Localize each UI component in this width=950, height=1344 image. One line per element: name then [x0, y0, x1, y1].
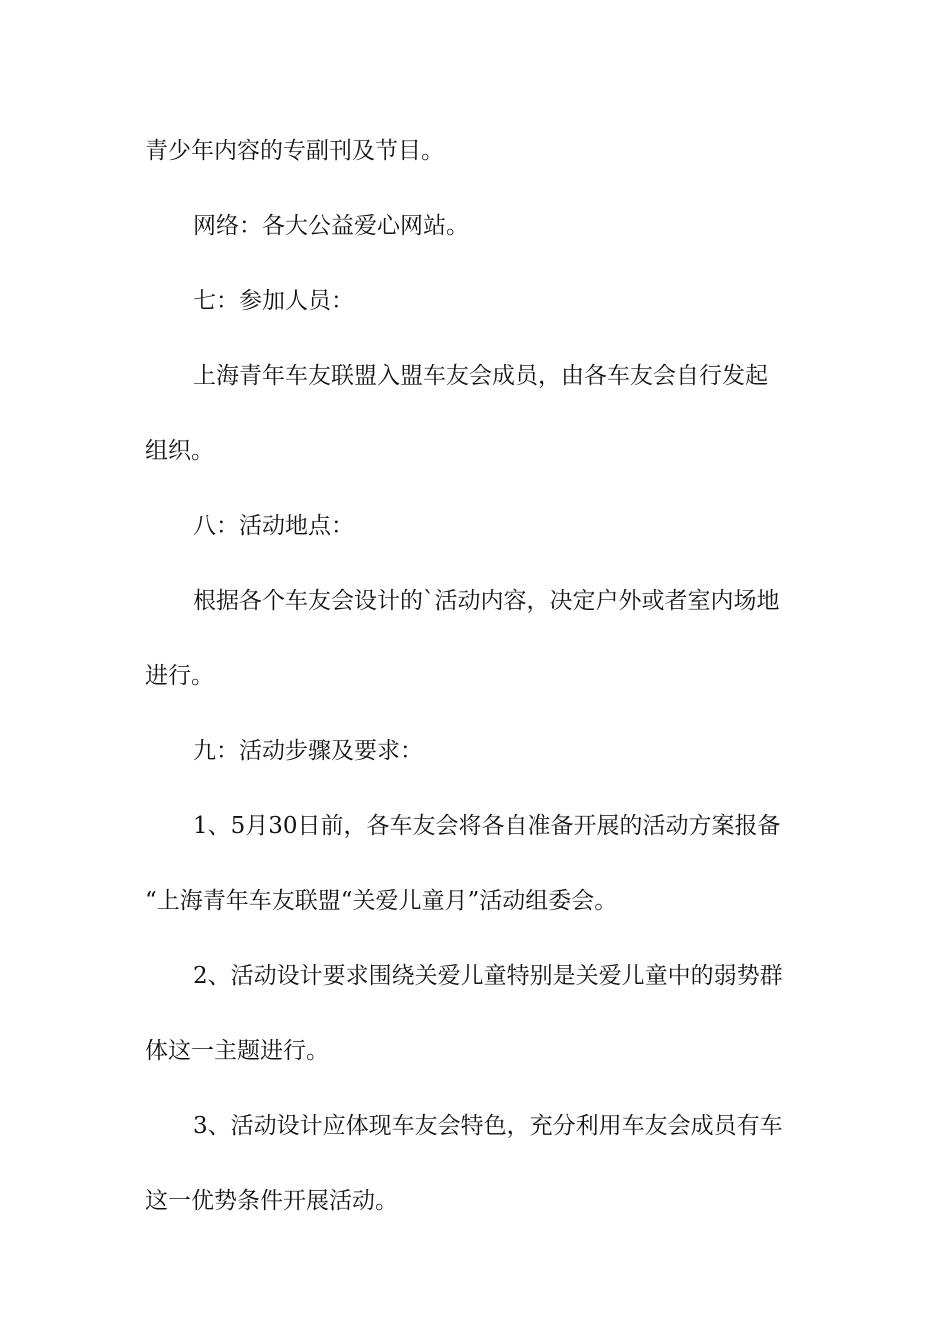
- list-item-line: 3、活动设计应体现车友会特色，充分利用车友会成员有车: [193, 1113, 783, 1139]
- section-heading: 八：活动地点：: [193, 513, 354, 539]
- list-item-line: 1、5月30日前，各车友会将各自准备开展的活动方案报备: [193, 813, 781, 839]
- list-item-line: 2、活动设计要求围绕关爱儿童特别是关爱儿童中的弱势群: [193, 963, 783, 989]
- paragraph-line: 上海青年车友联盟入盟车友会成员，由各车友会自行发起: [193, 363, 768, 389]
- section-heading: 七：参加人员：: [193, 288, 354, 314]
- paragraph-line: 根据各个车友会设计的`活动内容，决定户外或者室内场地: [193, 588, 780, 614]
- list-item-line: 这一优势条件开展活动。: [145, 1188, 398, 1214]
- paragraph-line: 进行。: [145, 663, 214, 689]
- section-heading: 九：活动步骤及要求：: [193, 738, 423, 764]
- paragraph-line: 组织。: [145, 438, 214, 464]
- paragraph-line: 网络：各大公益爱心网站。: [193, 213, 469, 239]
- list-item-line: “上海青年车友联盟“关爱儿童月”活动组委会。: [145, 888, 618, 914]
- paragraph-line: 青少年内容的专副刊及节目。: [145, 138, 444, 164]
- list-item-line: 体这一主题进行。: [145, 1038, 329, 1064]
